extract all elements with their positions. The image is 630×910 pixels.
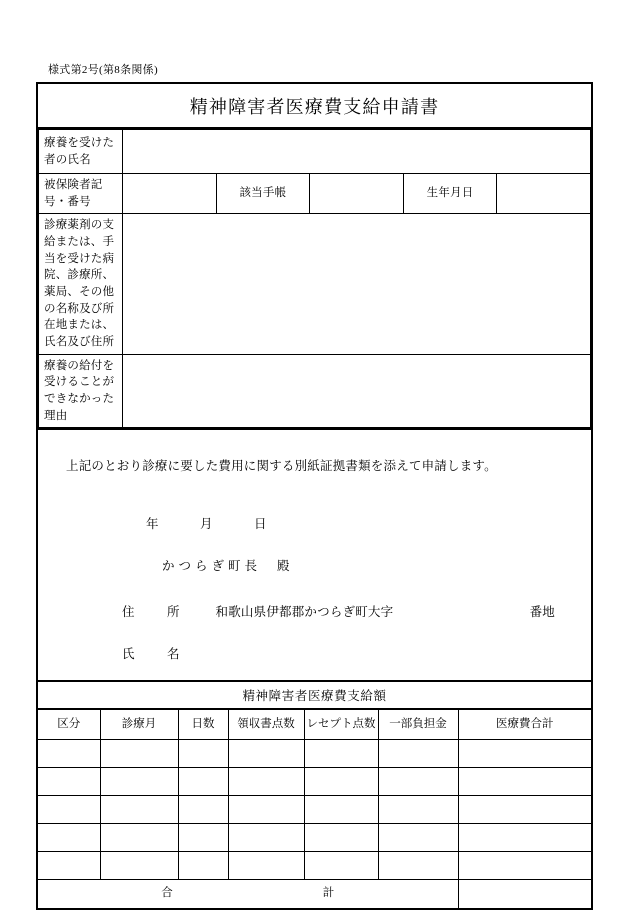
form-outer-frame [36,82,593,910]
applicant-info-table [38,129,591,428]
insured-number-field[interactable] [123,174,217,214]
table-row-institution [39,214,591,354]
addressee-name: かつらぎ町長 [162,559,262,574]
cell-total[interactable] [458,740,591,768]
table-row-insured-number [39,174,591,214]
applicant-address-value[interactable]: 和歌山県伊都郡かつらぎ町大字 [215,605,394,620]
handbook-label: 該当手帳 [216,174,310,214]
reason-field[interactable] [123,354,591,428]
applicant-name-label: 氏 名 [122,647,190,662]
applicant-address-label: 住 所 [122,605,190,620]
table-row [38,768,591,796]
institution-label: 診療薬剤の支給または、手当を受けた病院、診療所、薬局、その他の名称及び所在地または、氏名及び住所 [39,214,123,354]
column-header-total: 医療費合計 [458,710,591,740]
form-title-row [38,84,591,129]
form-number-note: 様式第2号(第8条関係) [48,64,158,76]
column-header-days: 日数 [178,710,228,740]
cell-days[interactable] [178,740,228,768]
cell-total[interactable] [458,852,591,880]
payment-table [38,709,591,908]
table-row [38,852,591,880]
date-year-label: 年 [146,517,159,532]
form-title: 精神障害者医療費支給申請書 [189,96,440,117]
cell-category[interactable] [38,768,100,796]
cell-receipt-form-points[interactable] [304,768,378,796]
birthdate-label: 生年月日 [403,174,497,214]
cell-category[interactable] [38,824,100,852]
cell-total[interactable] [458,824,591,852]
date-day-label: 日 [253,517,267,532]
addressee-honorific: 殿 [277,559,290,574]
cell-copayment[interactable] [378,768,458,796]
cell-month[interactable] [100,852,178,880]
total-value-cell[interactable] [458,880,591,908]
cell-receipt-form-points[interactable] [304,824,378,852]
cell-category[interactable] [38,796,100,824]
cell-receipt-points[interactable] [228,852,304,880]
reason-label: 療養の給付を受けることができなかった理由 [39,354,123,428]
addressee-line [162,556,591,574]
column-header-month: 診療月 [100,710,178,740]
date-month-label: 月 [199,517,213,532]
cell-total[interactable] [458,768,591,796]
column-header-category: 区分 [38,710,100,740]
cell-month[interactable] [100,768,178,796]
cell-total[interactable] [458,796,591,824]
cell-month[interactable] [100,796,178,824]
table-row-patient-name [39,130,591,174]
cell-copayment[interactable] [378,796,458,824]
payment-total-row [38,880,591,908]
date-line [146,514,591,532]
cell-copayment[interactable] [378,824,458,852]
cell-receipt-points[interactable] [228,824,304,852]
column-header-receipt-points: 領収書点数 [228,710,304,740]
cell-copayment[interactable] [378,740,458,768]
cell-month[interactable] [100,824,178,852]
cell-days[interactable] [178,852,228,880]
patient-name-field[interactable] [123,130,591,174]
cell-receipt-points[interactable] [228,740,304,768]
cell-month[interactable] [100,740,178,768]
table-row [38,740,591,768]
cell-receipt-points[interactable] [228,796,304,824]
total-label-right: 計 [322,887,335,900]
patient-name-label: 療養を受けた者の氏名 [39,130,123,174]
cell-copayment[interactable] [378,852,458,880]
cell-receipt-form-points[interactable] [304,740,378,768]
cell-receipt-form-points[interactable] [304,796,378,824]
cell-category[interactable] [38,740,100,768]
column-header-receipt-form-points: レセプト点数 [304,710,378,740]
birthdate-field[interactable] [497,174,591,214]
applicant-address-suffix: 番地 [529,605,555,620]
table-row [38,796,591,824]
table-row [38,824,591,852]
handbook-field[interactable] [310,174,404,214]
total-label-cell [38,880,458,908]
applicant-name-line [122,644,591,662]
payment-table-header-row [38,710,591,740]
cell-days[interactable] [178,768,228,796]
cell-receipt-points[interactable] [228,768,304,796]
applicant-address-line [122,602,591,620]
total-label-left: 合 [161,887,173,900]
cell-days[interactable] [178,824,228,852]
cell-receipt-form-points[interactable] [304,852,378,880]
declaration-block [38,428,591,682]
insured-number-label: 被保険者記号・番号 [39,174,123,214]
payment-section-title: 精神障害者医療費支給額 [38,682,591,709]
declaration-statement: 上記のとおり診療に要した費用に関する別紙証拠書類を添えて申請します。 [66,459,497,474]
cell-category[interactable] [38,852,100,880]
cell-days[interactable] [178,796,228,824]
table-row-reason [39,354,591,428]
institution-field[interactable] [123,214,591,354]
column-header-copayment: 一部負担金 [378,710,458,740]
